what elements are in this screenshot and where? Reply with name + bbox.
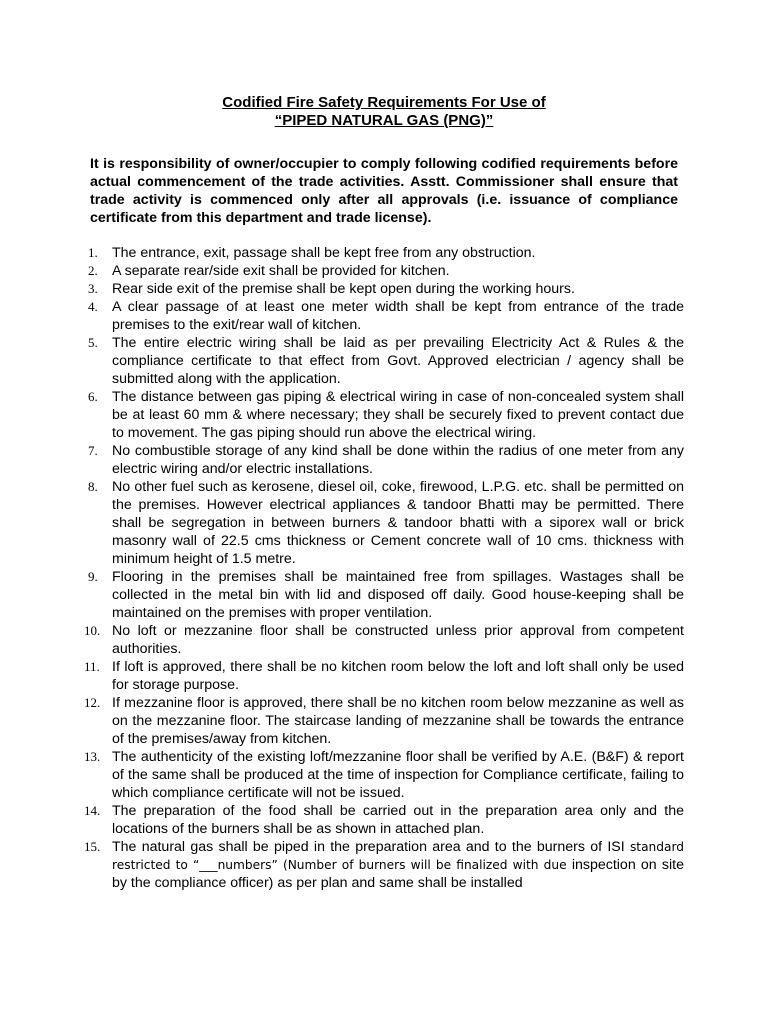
item-number: 12. xyxy=(84,695,101,710)
item-text: Flooring in the premises shall be maintained free from spillages. Wastages shall be collected in the metal bin with lid and disposed off daily. Good house-keeping shall be maintained on the premises with proper ventilation. xyxy=(112,569,684,621)
list-item xyxy=(84,838,684,892)
item-number: 2. xyxy=(88,263,98,278)
item-number: 13. xyxy=(84,749,101,764)
document-title-line-1: Codified Fire Safety Requirements For Use of xyxy=(222,94,546,111)
list-item xyxy=(84,694,684,748)
item-number: 7. xyxy=(88,443,98,458)
item-text: The entrance, exit, passage shall be kept free from any obstruction. xyxy=(112,245,536,261)
document-title-line-2: “PIPED NATURAL GAS (PNG)” xyxy=(274,112,494,129)
list-item xyxy=(84,280,684,298)
intro-paragraph: It is responsibility of owner/occupier to comply following codified requirements before actual commencement of the trade activities. Asstt. Commissioner shall ensure that trade activity is commenced only after all approvals (i.e. issuance of compliance certificate from this department and trade license). xyxy=(90,156,678,226)
item-text-alt-font: standard restricted to “___numbers” (Number of burners will be finalized with due xyxy=(112,840,684,872)
item-number: 9. xyxy=(88,569,98,584)
list-item xyxy=(84,568,684,622)
item-text: The natural gas shall be piped in the preparation area and to the burners of ISI xyxy=(112,839,625,855)
item-text: The preparation of the food shall be carried out in the preparation area only and the locations of the burners shall be as shown in attached plan. xyxy=(112,803,684,837)
item-text-group xyxy=(112,838,684,892)
item-number: 1. xyxy=(88,245,98,260)
list-item xyxy=(84,802,684,838)
item-text: If loft is approved, there shall be no kitchen room below the loft and loft shall only be used for storage purpose. xyxy=(112,659,684,693)
item-number: 15. xyxy=(84,839,101,854)
item-number: 14. xyxy=(84,803,101,818)
list-item xyxy=(84,622,684,658)
item-number: 10. xyxy=(84,623,101,638)
list-item xyxy=(84,388,684,442)
item-number: 5. xyxy=(88,335,98,350)
item-number: 6. xyxy=(88,389,98,404)
list-item xyxy=(84,244,684,262)
list-item xyxy=(84,442,684,478)
item-text: A clear passage of at least one meter width shall be kept from entrance of the trade premises to the exit/rear wall of kitchen. xyxy=(112,299,684,333)
item-number: 4. xyxy=(88,299,98,314)
item-text: If mezzanine floor is approved, there shall be no kitchen room below mezzanine as well as on the mezzanine floor. The staircase landing of mezzanine shall be towards the entrance of the premises/away from kitchen. xyxy=(112,695,684,747)
item-text: A separate rear/side exit shall be provided for kitchen. xyxy=(112,263,450,279)
item-text: The entire electric wiring shall be laid as per prevailing Electricity Act & Rules & the compliance certificate to that effect from Govt. Approved electrician / agency shall be submitted along with the application. xyxy=(112,335,684,387)
item-text: No loft or mezzanine floor shall be constructed unless prior approval from competent authorities. xyxy=(112,623,684,657)
item-text: Rear side exit of the premise shall be kept open during the working hours. xyxy=(112,281,575,297)
list-item xyxy=(84,478,684,568)
item-number: 11. xyxy=(84,659,100,674)
item-text: The distance between gas piping & electrical wiring in case of non-concealed system shall be at least 60 mm & where necessary; they shall be securely fixed to prevent contact due to movement. The gas piping should run above the electrical wiring. xyxy=(112,389,684,441)
item-text: No other fuel such as kerosene, diesel oil, coke, firewood, L.P.G. etc. shall be permitted on the premises. However electrical appliances & tandoor Bhatti may be permitted. There shall be segregation in between burners & tandoor bhatti with a siporex wall or brick masonry wall of 22.5 cms thickness or Cement concrete wall of 10 cms. thickness with minimum height of 1.5 metre. xyxy=(112,479,684,567)
item-text: The authenticity of the existing loft/mezzanine floor shall be verified by A.E. (B&F) & report of the same shall be produced at the time of inspection for Compliance certificate, failing to which compliance certificate will not be issued. xyxy=(112,749,684,801)
list-item xyxy=(84,334,684,388)
list-item xyxy=(84,748,684,802)
list-item xyxy=(84,262,684,280)
requirements-list xyxy=(84,244,684,892)
item-number: 8. xyxy=(88,479,98,494)
list-item xyxy=(84,298,684,334)
item-text: No combustible storage of any kind shall be done within the radius of one meter from any electric wiring and/or electric installations. xyxy=(112,443,684,477)
list-item xyxy=(84,658,684,694)
item-text-end: inspection on site by the compliance officer) as per plan and same shall be installed xyxy=(112,857,684,891)
item-number: 3. xyxy=(88,281,98,296)
